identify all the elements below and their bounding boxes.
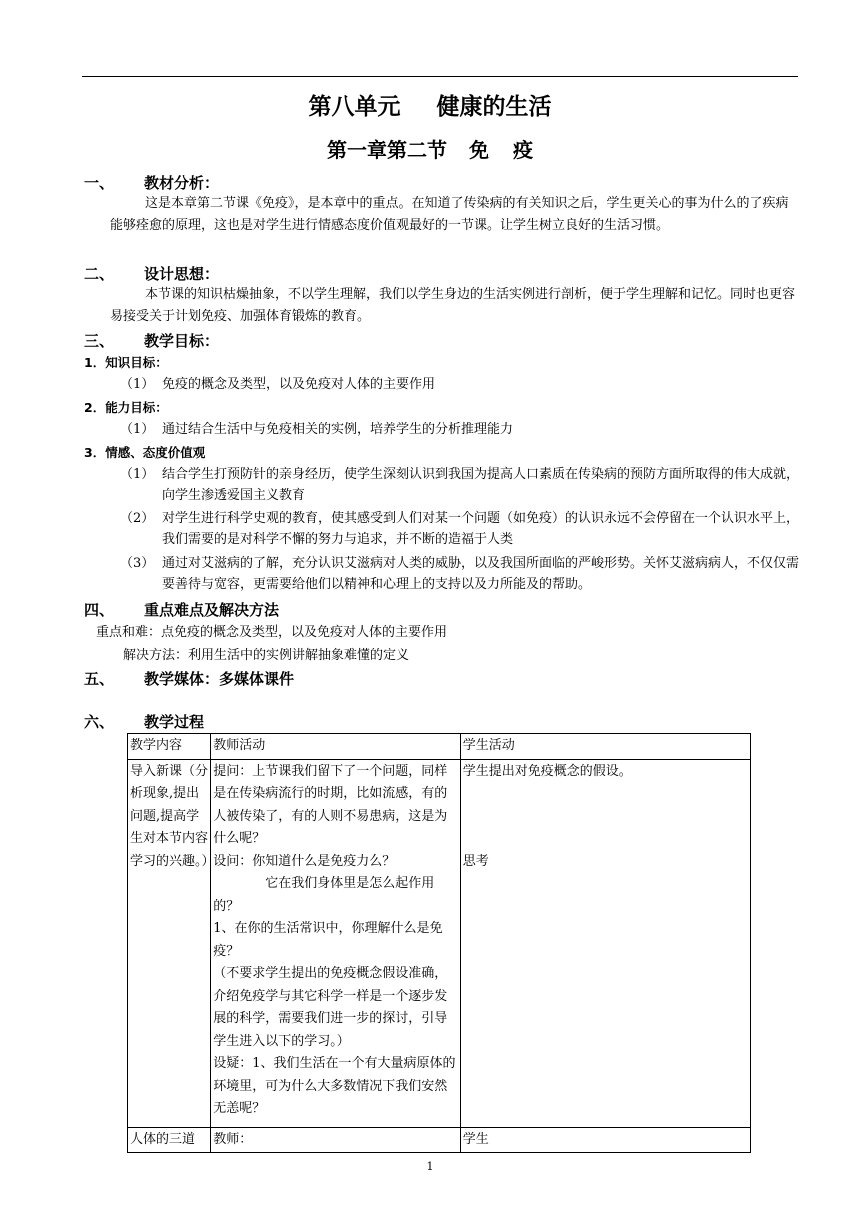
section-2-number: 二、	[84, 265, 115, 283]
unit-title	[0, 88, 860, 121]
emotion-goal-2-num: （2）	[120, 511, 155, 526]
table-header-cell: 教学内容	[128, 734, 211, 760]
emotion-goal-heading: 3．情感、态度价值观	[84, 445, 206, 460]
solution-text: 解决方法：利用生活中的实例讲解抽象难懂的定义	[123, 648, 410, 663]
section-5-title: 教学媒体：多媒体课件	[144, 670, 295, 688]
emotion-goal-2-text: 对学生进行科学史观的教育，使其感受到人们对某一个问题（如免疫）的认识永远不会停留在一个认识水平上，我们需要的是对科学不懈的努力与追求，并不断的造福于人类	[162, 511, 800, 547]
table-row	[128, 1127, 751, 1153]
analysis-paragraph: 这是本章第二节课《免疫》，是本章中的重点。在知道了传染病的有关知识之后，学生更关心的事为什么的了疾病能够痊愈的原理，这也是对学生进行情感态度价值观最好的一节课。让学生树立良好的生活习惯。	[110, 196, 789, 233]
table-cell-teacher: 提问：上节课我们留下了一个问题，同样是在传染病流行的时期，比如流感，有的人被传染了，有的人则不易患病，这是为什么呢？ 设问：你知道什么是免疫力么？ 它在我们身体里是怎么起作用的？ 1、在你的生活常识中，你理解什么是免疫？ （不要求学生提出的免疫概念假设准确，介绍免疫学与其它科学一样是一个逐步发展的科学，需要我们进一步的探讨，引导学生进入以下的学习。） 设疑：1、我们生活在一个有大量病原体的环境里，可为什么大多数情况下我们安然无恙呢？	[211, 759, 461, 1127]
chapter-title-left: 第一章第二节	[327, 138, 447, 162]
table-cell-student: 学生提出对免疫概念的假设。 思考	[460, 759, 750, 1127]
design-paragraph: 本节课的知识枯燥抽象，不以学生理解，我们以学生身边的生活实例进行剖析，便于学生理解和记忆。同时也更容易接受关于计划免疫、加强体育锻炼的教育。	[110, 287, 796, 324]
keypoints-text: 重点和难：点免疫的概念及类型，以及免疫对人体的主要作用	[96, 625, 448, 640]
emotion-goal-1-num: （1）	[120, 467, 155, 482]
section-1-title: 教材分析：	[144, 174, 220, 192]
table-cell-teacher: 教师：	[211, 1127, 461, 1153]
table-cell-content: 人体的三道	[128, 1127, 211, 1153]
section-4-number: 四、	[84, 601, 115, 619]
section-6-title: 教学过程	[144, 713, 205, 731]
ability-goal-text: 通过结合生活中与免疫相关的实例，培养学生的分析推理能力	[162, 422, 514, 437]
unit-title-right: 健康的生活	[436, 94, 552, 120]
unit-title-left: 第八单元	[308, 94, 401, 120]
emotion-goal-3-text: 通过对艾滋病的了解，充分认识艾滋病对人类的威胁，以及我国所面临的严峻形势。关怀艾滋病病人，不仅仅需要善待与宽容，更需要给他们以精神和心理上的支持以及力所能及的帮助。	[162, 556, 800, 592]
section-3-number: 三、	[84, 332, 115, 350]
knowledge-goal-heading: 1．知识目标：	[84, 355, 168, 370]
section-6-number: 六、	[84, 713, 115, 731]
ability-goal-heading: 2．能力目标：	[84, 400, 168, 415]
table-cell-content: 导入新课（分析现象,提出问题,提高学生对本节内容学习的兴趣。）	[128, 759, 211, 1127]
table-header-row	[128, 734, 751, 760]
knowledge-goal-num: （1）	[120, 377, 155, 392]
teaching-process-table	[127, 733, 751, 1153]
section-3-title: 教学目标：	[144, 332, 220, 350]
header-rule	[82, 76, 798, 77]
section-5-number: 五、	[84, 670, 115, 688]
chapter-title-right: 疫	[513, 138, 533, 162]
table-row	[128, 759, 751, 1127]
page-number: 1	[426, 1160, 434, 1173]
knowledge-goal-text: 免疫的概念及类型，以及免疫对人体的主要作用	[162, 377, 436, 392]
table-cell-student: 学生	[460, 1127, 750, 1153]
table-header-cell: 学生活动	[460, 734, 750, 760]
emotion-goal-1-body: 结合学生打预防针的亲身经历，使学生深刻认识到我国为提高人口素质在传染病的预防方面所取得的伟大成就，向学生渗透爱国主义教育	[162, 467, 800, 503]
table-header-cell: 教师活动	[211, 734, 461, 760]
section-2-title: 设计思想：	[144, 265, 220, 283]
section-1-number: 一、	[84, 174, 115, 192]
chapter-title-mid: 免	[469, 138, 489, 162]
ability-goal-num: （1）	[120, 422, 155, 437]
section-4-title: 重点难点及解决方法	[144, 601, 280, 619]
chapter-title	[0, 134, 860, 163]
emotion-goal-1-text	[162, 464, 802, 506]
emotion-goal-3-num: （3）	[120, 556, 155, 571]
